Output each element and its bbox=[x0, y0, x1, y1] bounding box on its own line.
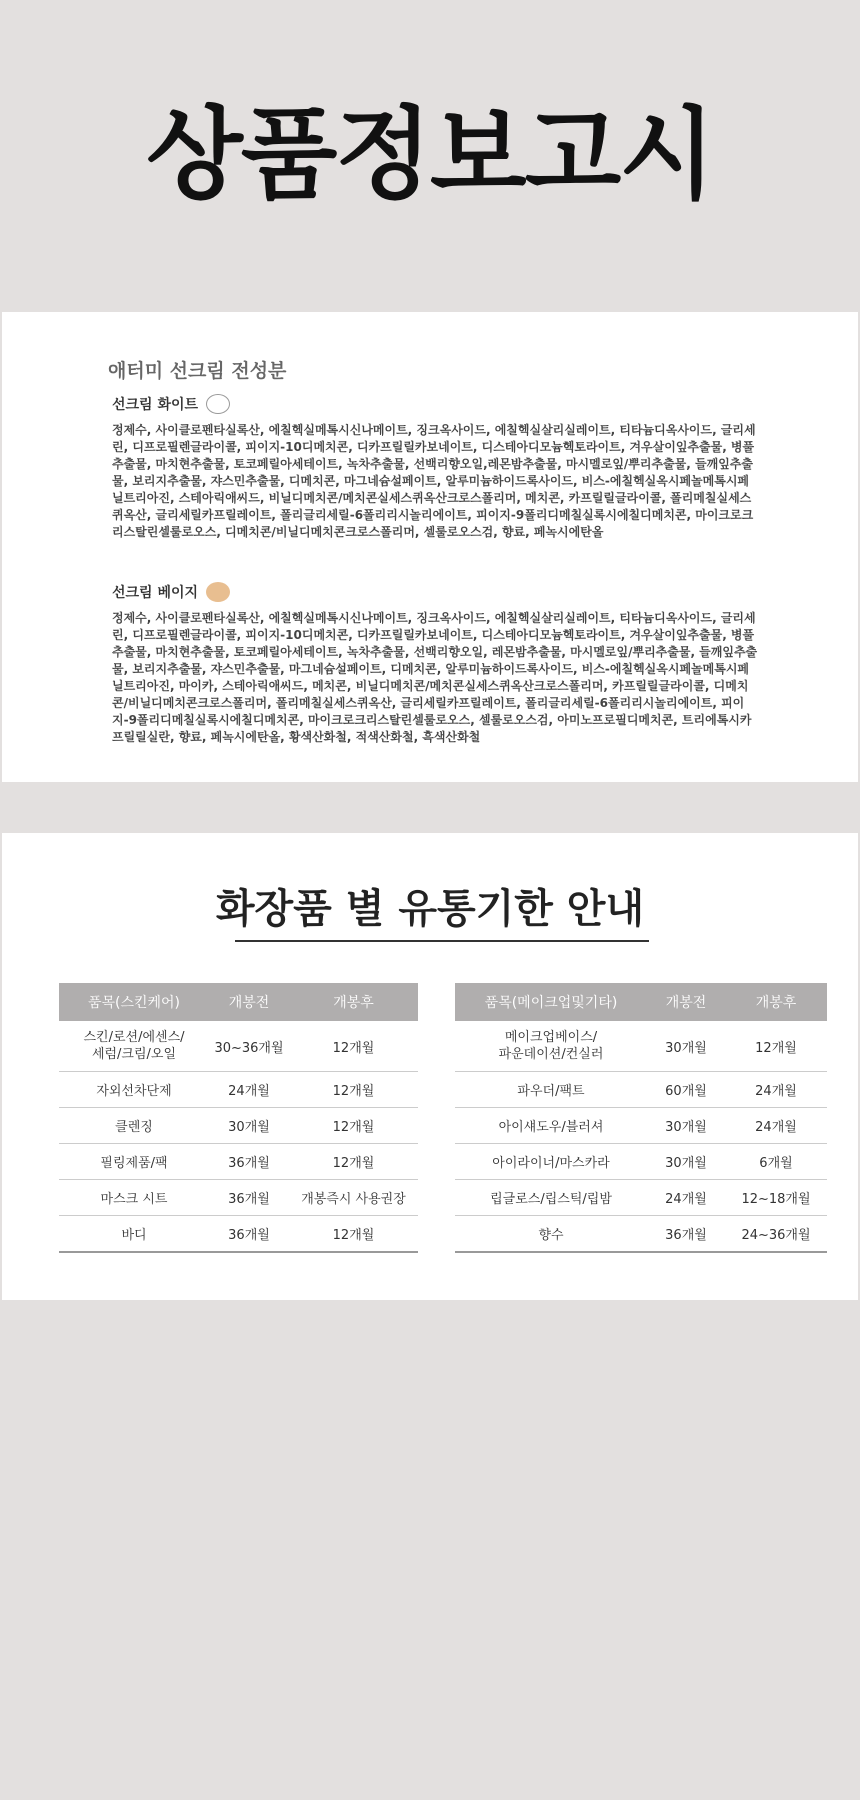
table-row bbox=[455, 1072, 827, 1108]
before-open-cell: 24개월 bbox=[209, 1072, 289, 1108]
column-header: 개봉전 bbox=[647, 983, 725, 1021]
title-underline bbox=[235, 940, 649, 942]
table-header-row bbox=[455, 983, 827, 1021]
table-row bbox=[455, 1216, 827, 1253]
table-row bbox=[59, 1072, 418, 1108]
item-cell: 바디 bbox=[59, 1216, 209, 1253]
white-variant-label: 선크림 화이트 bbox=[112, 397, 199, 413]
column-header: 품목(메이크업및기타) bbox=[455, 983, 647, 1021]
item-cell: 마스크 시트 bbox=[59, 1180, 209, 1216]
before-open-cell: 36개월 bbox=[647, 1216, 725, 1253]
white-color-swatch bbox=[206, 394, 230, 414]
ingredients-panel bbox=[2, 312, 858, 782]
white-variant-heading bbox=[112, 394, 230, 414]
table-row bbox=[59, 1108, 418, 1144]
after-open-cell: 12개월 bbox=[725, 1021, 827, 1072]
after-open-cell: 12개월 bbox=[289, 1144, 418, 1180]
item-cell: 클렌징 bbox=[59, 1108, 209, 1144]
before-open-cell: 24개월 bbox=[647, 1180, 725, 1216]
before-open-cell: 36개월 bbox=[209, 1180, 289, 1216]
after-open-cell: 12개월 bbox=[289, 1108, 418, 1144]
after-open-cell: 12개월 bbox=[289, 1216, 418, 1253]
before-open-cell: 30~36개월 bbox=[209, 1021, 289, 1072]
after-open-cell: 12개월 bbox=[289, 1072, 418, 1108]
column-header: 개봉후 bbox=[289, 983, 418, 1021]
table-header-row bbox=[59, 983, 418, 1021]
column-header: 품목(스킨케어) bbox=[59, 983, 209, 1021]
item-cell: 아이섀도우/블러셔 bbox=[455, 1108, 647, 1144]
after-open-cell: 24개월 bbox=[725, 1072, 827, 1108]
before-open-cell: 30개월 bbox=[647, 1021, 725, 1072]
beige-variant-heading bbox=[112, 582, 230, 602]
beige-color-swatch bbox=[206, 582, 230, 602]
after-open-cell: 12~18개월 bbox=[725, 1180, 827, 1216]
column-header: 개봉전 bbox=[209, 983, 289, 1021]
item-cell: 필링제품/팩 bbox=[59, 1144, 209, 1180]
item-cell: 자외선차단제 bbox=[59, 1072, 209, 1108]
before-open-cell: 30개월 bbox=[209, 1108, 289, 1144]
after-open-cell: 6개월 bbox=[725, 1144, 827, 1180]
page-title: 상품정보고시 bbox=[146, 96, 714, 213]
item-cell: 립글로스/립스틱/립밤 bbox=[455, 1180, 647, 1216]
after-open-cell: 개봉즉시 사용권장 bbox=[289, 1180, 418, 1216]
before-open-cell: 36개월 bbox=[209, 1216, 289, 1253]
skincare-table bbox=[59, 983, 418, 1253]
after-open-cell: 24개월 bbox=[725, 1108, 827, 1144]
shelf-life-title: 화장품 별 유통기한 안내 bbox=[215, 886, 645, 932]
table-row bbox=[455, 1180, 827, 1216]
before-open-cell: 30개월 bbox=[647, 1144, 725, 1180]
beige-variant-label: 선크림 베이지 bbox=[112, 585, 199, 601]
item-cell: 아이라이너/마스카라 bbox=[455, 1144, 647, 1180]
column-header: 개봉후 bbox=[725, 983, 827, 1021]
before-open-cell: 30개월 bbox=[647, 1108, 725, 1144]
after-open-cell: 24~36개월 bbox=[725, 1216, 827, 1253]
after-open-cell: 12개월 bbox=[289, 1021, 418, 1072]
table-row bbox=[455, 1021, 827, 1072]
table-row bbox=[455, 1108, 827, 1144]
before-open-cell: 36개월 bbox=[209, 1144, 289, 1180]
shelf-life-panel bbox=[2, 833, 858, 1300]
makeup-table bbox=[455, 983, 827, 1253]
title-band bbox=[0, 0, 860, 312]
table-row bbox=[59, 1021, 418, 1072]
table-row bbox=[455, 1144, 827, 1180]
item-cell: 메이크업베이스/ 파운데이션/컨실러 bbox=[455, 1021, 647, 1072]
item-cell: 스킨/로션/에센스/ 세럼/크림/오일 bbox=[59, 1021, 209, 1072]
table-row bbox=[59, 1180, 418, 1216]
ingredients-heading: 애터미 선크림 전성분 bbox=[108, 360, 287, 382]
item-cell: 파우더/팩트 bbox=[455, 1072, 647, 1108]
table-row bbox=[59, 1216, 418, 1253]
item-cell: 향수 bbox=[455, 1216, 647, 1253]
table-row bbox=[59, 1144, 418, 1180]
beige-ingredients-text: 정제수, 사이클로펜타실록산, 에칠헥실메톡시신나메이트, 징크옥사이드, 에칠헥실살리실레이트, 티타늄디옥사이드, 글리세린, 디프로필렌글라이콜, 피이지-10디메치콘, 디카프릴릴카보네이트, 디스테아디모늄헥토라이트, 겨우살이잎추출물, 병풀추출물, 마치현추출물, 토코페릴아세테이트, 녹차추출물, 선백리향오일, 레몬밤추출물, 마시멜로잎/뿌리추출물, 들깨잎추출물, 보리지추출물, 쟈스민추출물, 마그네슘설페이트, 디메치콘, 알루미늄하이드록사이드, 비스-에칠헥실옥시페놀메톡시페닐트리아진, 마이카, 스테아릭애씨드, 메치콘, 비닐디메치콘/메치콘실세스퀴옥산크로스폴리머, 카프릴릴글라이콜, 디메치콘/비닐디메치콘크로스폴리머, 폴리메칠실세스퀴옥산, 글리세릴카프릴레이트, 폴리글리세릴-6폴리리시놀리에이트, 피이지-9폴리디메칠실록시에칠디메치콘, 마이크로크리스탈린셀룰로오스, 셀룰로오스검, 아미노프로필디메치콘, 트리에톡시카프릴릴실란, 향료, 페녹시에탄올, 황색산화철, 적색산화철, 흑색산화철 bbox=[112, 611, 758, 744]
before-open-cell: 60개월 bbox=[647, 1072, 725, 1108]
white-ingredients-text: 정제수, 사이클로펜타실록산, 에칠헥실메톡시신나메이트, 징크옥사이드, 에칠헥실살리실레이트, 티타늄디옥사이드, 글리세린, 디프로필렌글라이콜, 피이지-10디메치콘, 디카프릴릴카보네이트, 디스테아디모늄헥토라이트, 겨우살이잎추출물, 병풀추출물, 마치현추출물, 토코페릴아세테이트, 녹차추출물, 선백리향오일,레몬밤추출물, 마시멜로잎/뿌리추출물, 들깨잎추출물, 보리지추출물, 쟈스민추출물, 디메치콘, 마그네슘설페이트, 알루미늄하이드록사이드, 비스-에칠헥실옥시페놀메톡시페닐트리아진, 스테아릭애씨드, 비닐디메치콘/메치콘실세스퀴옥산크로스폴리머, 메치콘, 카프릴릴글라이콜, 폴리메칠실세스퀴옥산, 글리세릴카프릴레이트, 폴리글리세릴-6폴리리시놀리에이트, 피이지-9폴리디메칠실록시에칠디메치콘, 마이크로크리스탈린셀룰로오스, 디메치콘/비닐디메치콘크로스폴리머, 셀룰로오스검, 향료, 페녹시에탄올 bbox=[112, 423, 756, 539]
